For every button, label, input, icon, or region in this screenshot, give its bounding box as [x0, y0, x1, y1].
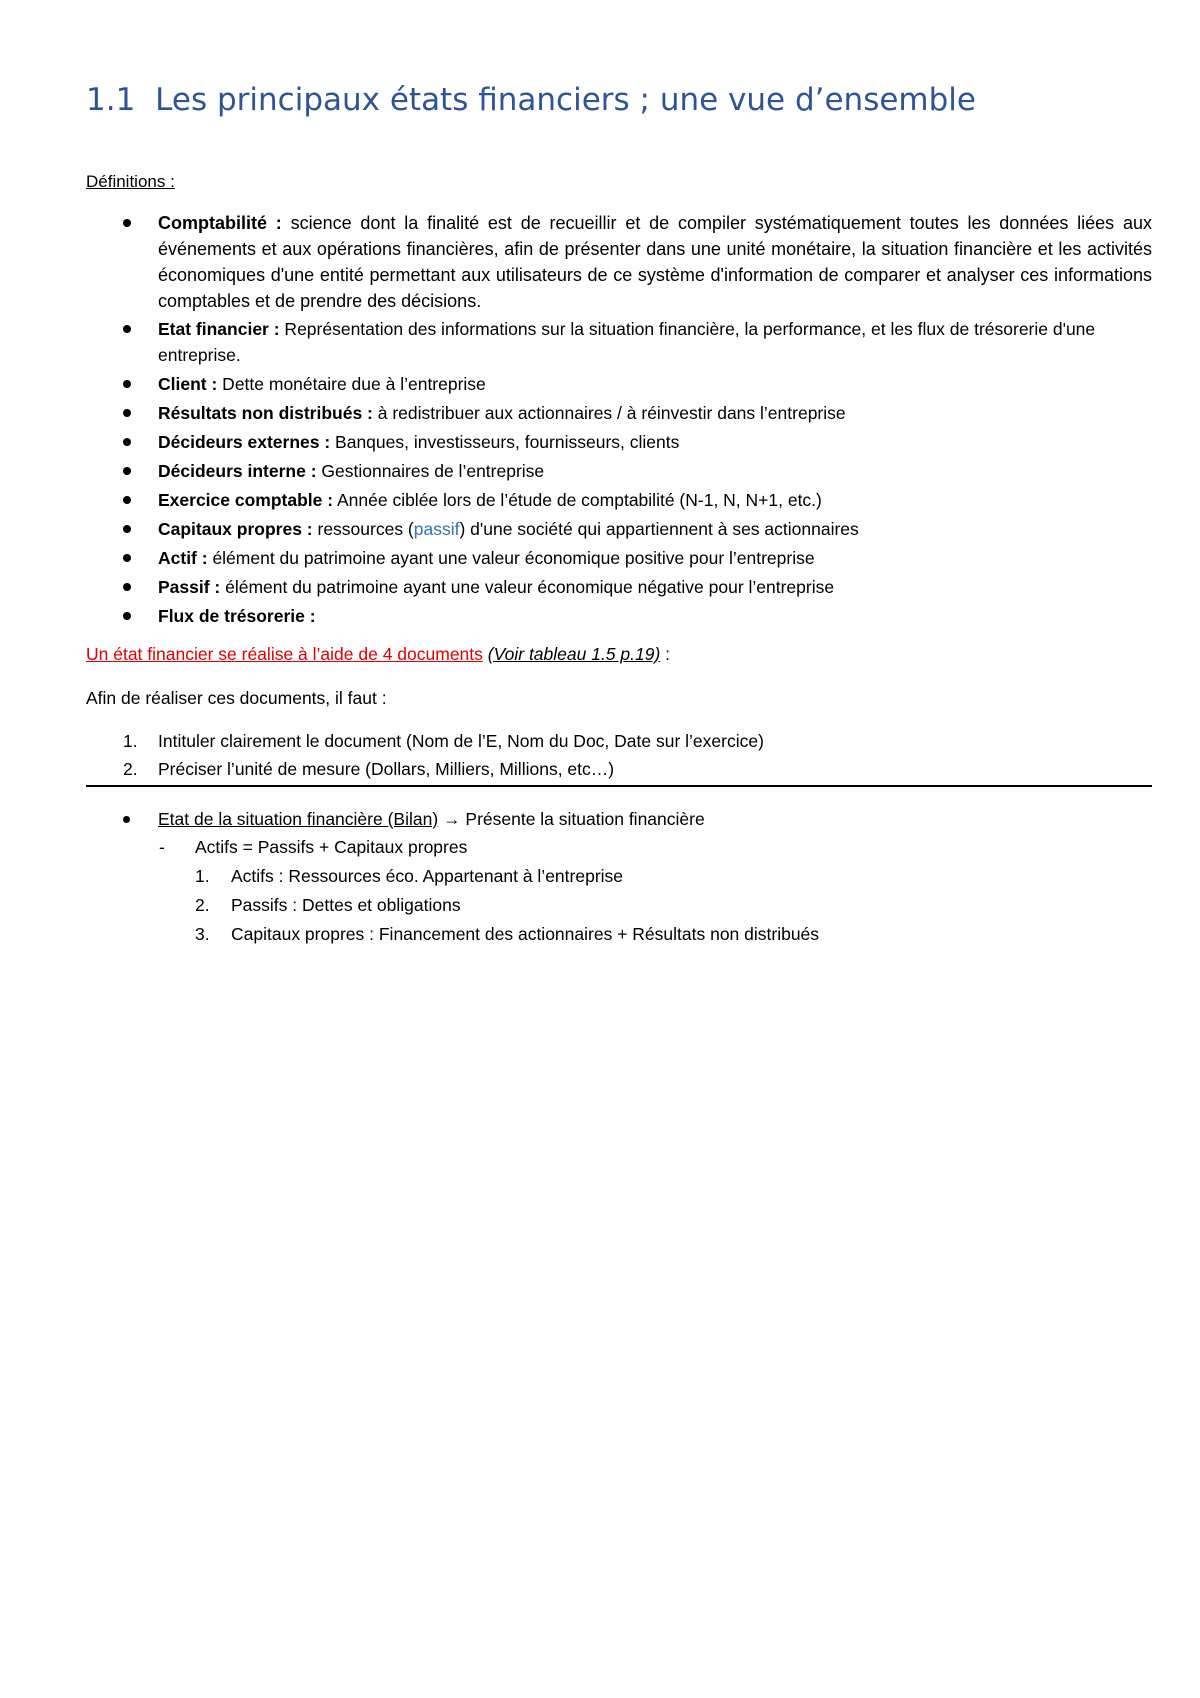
bullet-icon: [123, 554, 131, 562]
red-statement-main: Un état financier se réalise à l’aide de 4 documents: [86, 644, 483, 664]
equation-text: Actifs = Passifs + Capitaux propres: [195, 837, 468, 857]
steps-list: [86, 727, 1152, 783]
definition-text: ) d'une société qui appartiennent à ses actionnaires: [459, 519, 859, 539]
horizontal-rule: [86, 785, 1152, 787]
definition-term: Capitaux propres :: [158, 519, 313, 539]
definition-text: Gestionnaires de l’entreprise: [316, 461, 545, 481]
sub-item-text: Dettes et obligations: [297, 895, 461, 915]
definition-text: Banques, investisseurs, fournisseurs, clients: [330, 432, 680, 452]
section-heading: [86, 78, 1152, 122]
bilan-title: Etat de la situation financière (Bilan): [158, 809, 439, 829]
definition-term: Client :: [158, 374, 218, 394]
step-number: 2.: [123, 759, 138, 779]
definition-item: [86, 429, 1152, 455]
bilan-description: Présente la situation financière: [460, 809, 705, 829]
definition-item: [86, 400, 1152, 426]
definition-item: [86, 603, 1152, 629]
definition-term: Résultats non distribués :: [158, 403, 373, 423]
sub-item-term: Passifs :: [231, 895, 298, 915]
definition-text: Dette monétaire due à l’entreprise: [217, 374, 486, 394]
definition-term: Exercice comptable :: [158, 490, 334, 510]
bullet-icon: [123, 325, 131, 333]
definition-item: [86, 316, 1152, 368]
section-title: Les principaux états financiers ; une vue d’ensemble: [155, 82, 976, 118]
sub-item-number: 2.: [195, 895, 210, 915]
definition-text: Année ciblée lors de l’étude de comptabilité (N-1, N, N+1, etc.): [333, 490, 822, 510]
definition-text: ressources (: [312, 519, 414, 539]
definition-text: élément du patrimoine ayant une valeur économique positive pour l’entreprise: [207, 548, 815, 568]
bullet-icon: [123, 525, 131, 533]
definition-item: [86, 371, 1152, 397]
sub-item-text: Ressources éco. Appartenant à l’entreprise: [283, 866, 624, 886]
definition-term: Etat financier :: [158, 319, 280, 339]
sub-item-term: Capitaux propres :: [231, 924, 374, 944]
definition-highlight: passif: [413, 519, 460, 539]
definition-term: Passif :: [158, 577, 221, 597]
step-item: [86, 755, 1152, 783]
definition-item: [86, 574, 1152, 600]
red-statement: [86, 641, 1152, 667]
sub-item-text: Financement des actionnaires + Résultats non distribués: [374, 924, 820, 944]
definitions-list: [86, 210, 1152, 629]
definition-item: [86, 210, 1152, 314]
dash-marker: -: [159, 837, 165, 857]
document-content: [86, 78, 1152, 949]
definition-item: [86, 487, 1152, 513]
bullet-icon: [123, 467, 131, 475]
sub-item-number: 3.: [195, 924, 210, 944]
definitions-label: Définitions :: [86, 172, 175, 191]
equation-item: [86, 833, 1152, 862]
sub-item-term: Actifs :: [231, 866, 284, 886]
sub-item-number: 1.: [195, 866, 210, 886]
bullet-icon: [123, 583, 131, 591]
bullet-icon: [123, 380, 131, 388]
bilan-item: [86, 805, 1152, 833]
definition-item: [86, 516, 1152, 542]
definition-term: Actif :: [158, 548, 208, 568]
definition-term: Décideurs externes :: [158, 432, 331, 452]
definition-item: [86, 458, 1152, 484]
step-text: Intituler clairement le document (Nom de l’E, Nom du Doc, Date sur l’exercice): [158, 731, 764, 751]
step-item: [86, 727, 1152, 755]
definition-item: [86, 545, 1152, 571]
arrow-right-icon: →: [443, 809, 461, 829]
bullet-icon: [123, 496, 131, 504]
definition-text: science dont la finalité est de recueillir et de compiler systématiquement toutes les données liées aux événements et aux opérations financières, afin de présenter dans une unité monétaire, la situation financière et les activités économiques d'une entité permettant aux utilisateurs de ce système d'information de comparer et analyser ces informations comptables et de prendre des décisions.: [158, 213, 1152, 311]
bullet-icon: [123, 612, 131, 620]
section-number: 1.1: [86, 82, 136, 118]
definition-text: Représentation des informations sur la situation financière, la performance, et les flux de trésorerie d'une entreprise.: [158, 319, 1096, 365]
bullet-icon: [123, 219, 131, 227]
definition-term: Comptabilité :: [158, 213, 282, 233]
bullet-icon: [123, 816, 130, 823]
bilan-sub-item: [86, 862, 1152, 891]
step-text: Préciser l’unité de mesure (Dollars, Milliers, Millions, etc…): [158, 759, 615, 779]
red-statement-suffix: :: [660, 644, 671, 664]
definition-term: Flux de trésorerie :: [158, 606, 316, 626]
table-reference: (Voir tableau 1.5 p.19): [487, 644, 661, 664]
bullet-icon: [123, 409, 131, 417]
definition-term: Décideurs interne :: [158, 461, 317, 481]
bullet-icon: [123, 438, 131, 446]
intro-paragraph: Afin de réaliser ces documents, il faut :: [86, 688, 387, 708]
bilan-sub-item: [86, 891, 1152, 920]
step-number: 1.: [123, 731, 138, 751]
definition-text: élément du patrimoine ayant une valeur économique négative pour l’entreprise: [220, 577, 835, 597]
bilan-sub-item: [86, 920, 1152, 949]
definition-text: à redistribuer aux actionnaires / à réinvestir dans l’entreprise: [372, 403, 846, 423]
